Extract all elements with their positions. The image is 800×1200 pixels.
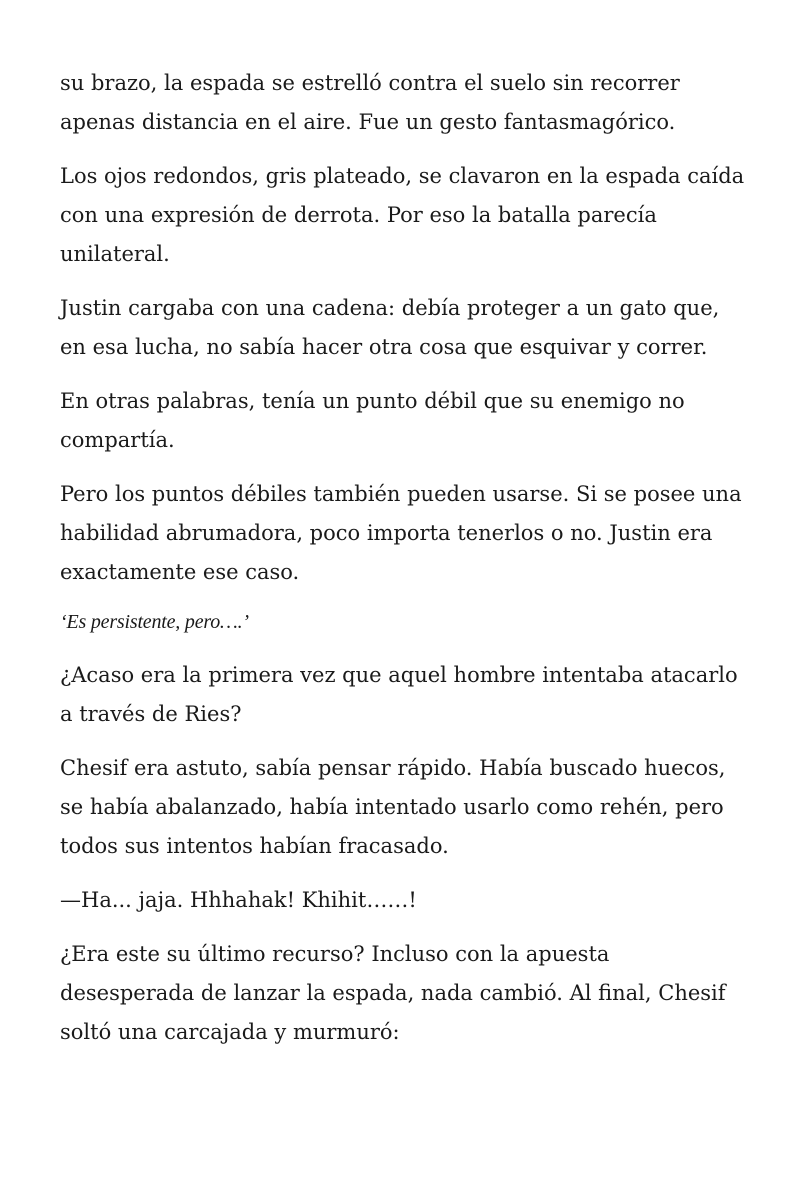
paragraph: ¿Acaso era la primera vez que aquel hombre intentaba atacarlo a través de Ries? [60, 663, 738, 726]
reading-page [60, 64, 750, 1067]
paragraph: Pero los puntos débiles también pueden usarse. Si se posee una habilidad abrumadora, poco importa tenerlos o no. Justin era exactamente ese caso. [60, 482, 742, 584]
inner-thought: ‘Es persistente, pero….’ [60, 611, 249, 633]
paragraph: Los ojos redondos, gris plateado, se clavaron en la espada caída con una expresión de derrota. Por eso la batalla parecía unilateral. [60, 164, 745, 266]
dialogue-line: —Ha... jaja. Hhhahak! Khihit……! [60, 888, 417, 912]
paragraph: su brazo, la espada se estrelló contra el suelo sin recorrer apenas distancia en el aire. Fue un gesto fantasmagórico. [60, 71, 680, 134]
paragraph: En otras palabras, tenía un punto débil que su enemigo no compartía. [60, 389, 685, 452]
paragraph: Justin cargaba con una cadena: debía proteger a un gato que, en esa lucha, no sabía hacer otra cosa que esquivar y correr. [60, 296, 720, 359]
paragraph: Chesif era astuto, sabía pensar rápido. Había buscado huecos, se había abalanzado, había intentado usarlo como rehén, pero todos sus intentos habían fracasado. [60, 756, 726, 858]
paragraph: ¿Era este su último recurso? Incluso con la apuesta desesperada de lanzar la espada, nada cambió. Al final, Chesif soltó una carcajada y murmuró: [60, 942, 726, 1044]
